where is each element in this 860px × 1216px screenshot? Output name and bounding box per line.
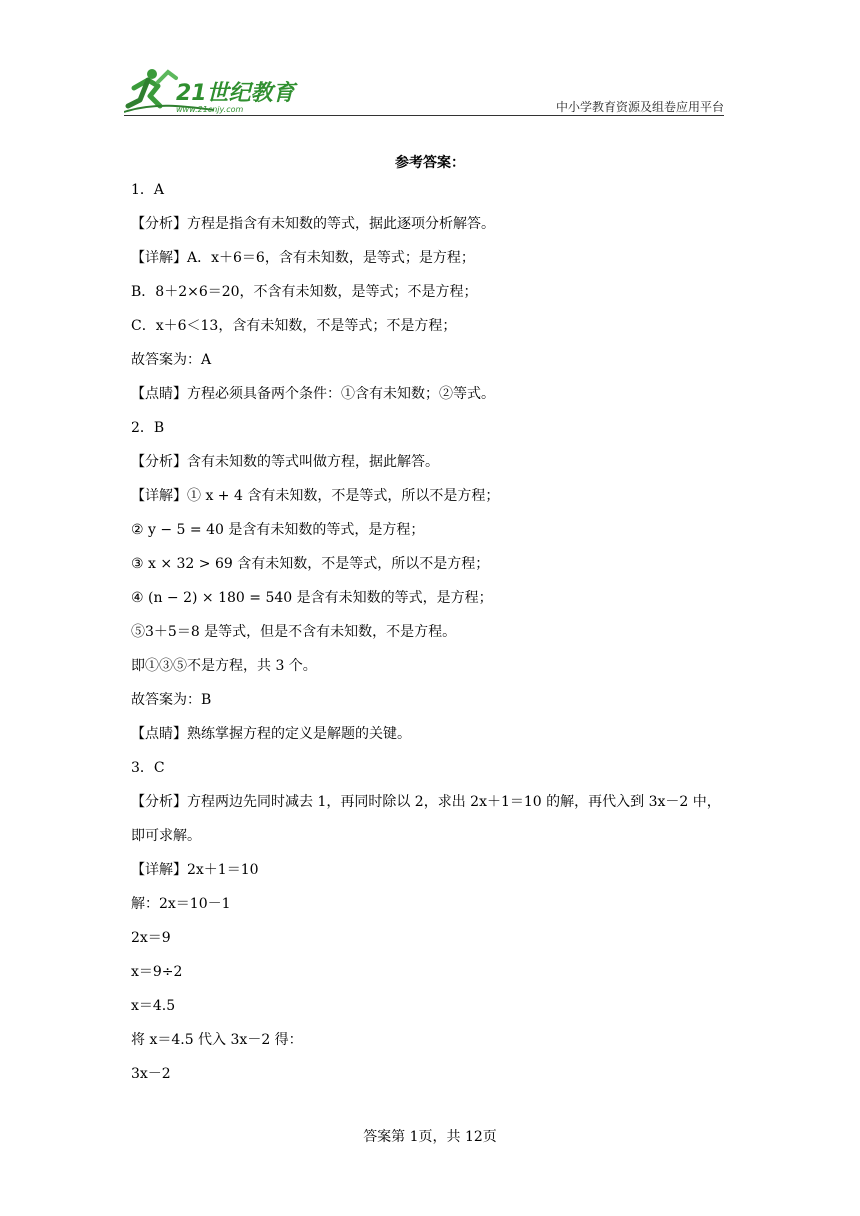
answer-line: C．x＋6＜13，含有未知数，不是等式；不是方程； [131,318,457,334]
answer-line: 将 x＝4.5 代入 3x－2 得： [131,1032,303,1048]
answer-line: 【点睛】方程必须具备两个条件：①含有未知数；②等式。 [131,386,495,402]
answer-line: 【详解】2x＋1＝10 [131,862,259,878]
answer-line: 即①③⑤不是方程，共 3 个。 [131,658,317,674]
logo-url: www.21cnjy.com [176,105,244,114]
answer-line: 故答案为：B [131,692,212,708]
answer-line: ② y − 5 = 40 是含有未知数的等式，是方程； [131,522,425,538]
answer-line: 【详解】① x + 4 含有未知数，不是等式，所以不是方程； [131,488,500,504]
answer-line: x＝9÷2 [131,964,183,980]
answer-line: 【点睛】熟练掌握方程的定义是解题的关键。 [131,726,411,742]
logo [124,62,324,116]
answer-line: 即可求解。 [131,828,201,844]
answer-line: 3．C [131,760,165,776]
answer-line: ③ x × 32 > 69 含有未知数，不是等式，所以不是方程； [131,556,490,572]
answer-line: 【分析】方程是指含有未知数的等式，据此逐项分析解答。 [131,216,495,232]
answer-line: x＝4.5 [131,998,176,1014]
answer-line: 2x＝9 [131,930,171,946]
answer-line: 1．A [131,182,165,198]
answer-line: 【分析】方程两边先同时减去 1，再同时除以 2，求出 2x＋1＝10 的解，再代入到 3x－2 中， [131,794,721,810]
answer-line: 3x－2 [131,1066,171,1082]
answer-line: 2．B [131,420,165,436]
answer-line: 解：2x＝10－1 [131,896,231,912]
page-footer: 答案第 1页，共 12页 [363,1129,497,1145]
header-divider [124,115,724,116]
answer-line: 【详解】A．x＋6＝6，含有未知数，是等式；是方程； [131,250,475,266]
logo-text: 21世纪教育 [176,81,295,106]
answer-line: ④ (n − 2) × 180 = 540 是含有未知数的等式，是方程； [131,590,493,606]
answer-line: 故答案为：A [131,352,212,368]
answer-line: 【分析】含有未知数的等式叫做方程，据此解答。 [131,454,439,470]
platform-name: 中小学教育资源及组卷应用平台 [555,100,724,114]
answer-line: ⑤3＋5＝8 是等式，但是不含有未知数，不是方程。 [131,624,457,640]
answer-line: B．8＋2×6＝20，不含有未知数，是等式；不是方程； [131,284,478,300]
page-title: 参考答案： [395,155,465,171]
page-header [124,62,724,118]
